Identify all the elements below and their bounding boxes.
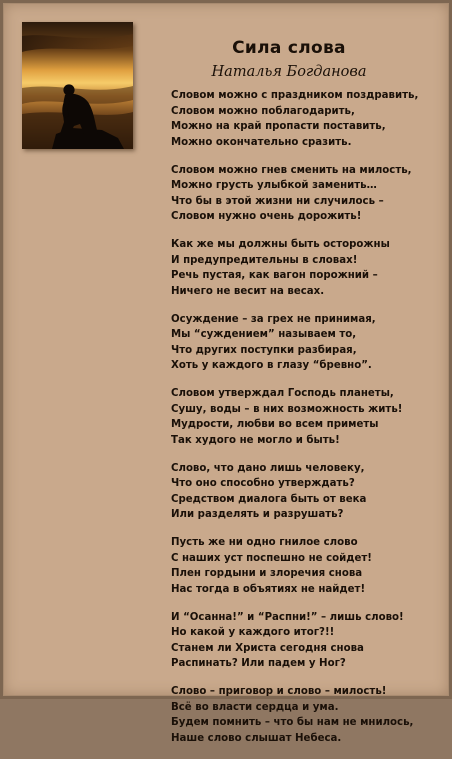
stanza (171, 163, 441, 225)
poem-line: Или разделять и разрушать? (171, 509, 344, 520)
poem-line: Что других поступки разбирая, (171, 344, 357, 356)
poem-line: Словом можно гнев сменить на милость, (171, 164, 412, 176)
poem-line: Как же мы должны быть осторожны (171, 239, 390, 250)
poem-line: Ничего не весит на весах. (171, 285, 325, 297)
poem-author: Наталья Богданова (211, 64, 367, 80)
poem-line: Что оно способно утверждать? (171, 478, 355, 489)
poem-line: Словом можно с праздником поздравить, (171, 90, 419, 101)
poem-line: Словом можно поблагодарить, (171, 105, 355, 117)
stanza (171, 684, 441, 746)
stanza (171, 88, 441, 150)
stanza (171, 237, 441, 299)
poem-line: Средством диалога быть от века (171, 493, 367, 505)
poem-line: Наше слово слышат Небеса. (171, 732, 342, 744)
stanza (171, 610, 441, 672)
stanza (171, 535, 441, 597)
poem-line: Сушу, воды – в них возможность жить! (171, 403, 403, 415)
poem-line: Словом нужно очень дорожить! (171, 211, 362, 222)
poem-line: Станем ли Христа сегодня снова (171, 642, 364, 654)
poem-line: Осуждение – за грех не принимая, (171, 313, 376, 325)
poem-line: Плен гордыни и злоречия снова (171, 568, 363, 579)
stanza (171, 312, 441, 374)
poem-line: Слово – приговор и слово – милость! (171, 686, 387, 697)
poem-line: Что бы в этой жизни ни случилось – (171, 195, 384, 207)
poem-line: Нас тогда в объятиях не найдет! (171, 583, 366, 595)
poem-line: Всё во власти сердца и ума. (171, 701, 339, 713)
poem-line: Но какой у каждого итог?!! (171, 627, 335, 638)
poem-line: Слово, что дано лишь человеку, (171, 462, 365, 474)
poem-line: И “Осанна!” и “Распни!” – лишь слово! (171, 611, 404, 623)
kneeling-silhouette-sunset-icon (22, 22, 133, 149)
poem-line: Распинать? Или падем у Ног? (171, 658, 346, 669)
poem-line: Мудрости, любви во всем приметы (171, 419, 379, 430)
poem-line: Можно грусть улыбкой заменить… (171, 180, 377, 191)
poem-line: Хоть у каждого в глазу “бревно”. (171, 360, 372, 371)
poem-line: С наших уст поспешно не сойдет! (171, 552, 372, 564)
poem-line: Мы “суждением” называем то, (171, 329, 357, 340)
poem-line: Так худого не могло и быть! (171, 434, 340, 446)
poem-line: Речь пустая, как вагон порожний – (171, 270, 378, 281)
poem-line: Будем помнить – что бы нам не мнилось, (171, 717, 414, 728)
stanza (171, 461, 441, 523)
poem-line: Пусть же ни одно гнилое слово (171, 537, 358, 548)
stanza (171, 386, 441, 448)
poem-line: Словом утверждал Господь планеты, (171, 388, 394, 399)
poem-body (171, 88, 441, 759)
poem-line: И предупредительны в словах! (171, 254, 358, 266)
poem-line: Можно на край пропасти поставить, (171, 121, 386, 132)
poem-title: Сила слова (232, 38, 346, 58)
poem-line: Можно окончательно сразить. (171, 136, 352, 148)
